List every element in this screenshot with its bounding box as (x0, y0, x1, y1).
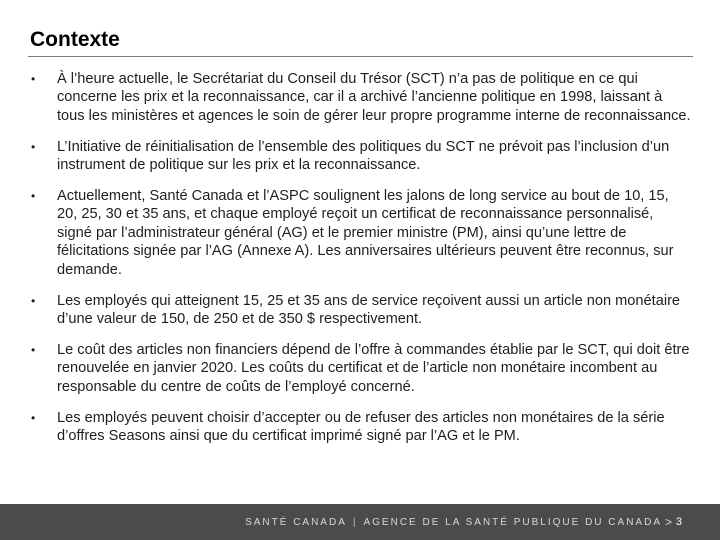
bullet-text: Le coût des articles non financiers dépend de l’offre à commandes établie par le SCT, qui doit être renouvelée en janvier 2020. Les coûts du certificat et de l’article non monétaire incombent au responsable du centre de coûts de l’employé concerné. (57, 341, 690, 395)
chevron-right-icon: > (664, 515, 672, 529)
bullet-icon: • (31, 410, 36, 425)
footer-bar (0, 504, 720, 540)
bullet-item (31, 409, 691, 446)
title-divider (28, 56, 693, 57)
bullet-text: Actuellement, Santé Canada et l’ASPC soulignent les jalons de long service au bout de 10, 15, 20, 25, 30 et 35 ans, et chaque employé reçoit un certificat de reconnaissance personnalisé, signé par l’administrateur général (AG) et le premier ministre (PM), ainsi qu’une lettre de félicitations signée par l’AG (Annexe A). Les anniversaires ultérieurs peuvent être reconnus, sur demande. (57, 188, 674, 278)
footer-health-canada: SANTÉ CANADA (245, 517, 347, 528)
bullet-item (31, 341, 691, 396)
bullet-text: À l’heure actuelle, le Secrétariat du Conseil du Trésor (SCT) n’a pas de politique en ce qui concerne les prix et la reconnaissance, car il a archivé l’ancienne politique en 1998, laissant à tous les ministères et agences le soin de gérer leur propre programme interne de reconnaissance. (57, 71, 691, 124)
bullet-text: L’Initiative de réinitialisation de l’ensemble des politiques du SCT ne prévoit pas l’inclusion d’un instrument de politique sur les prix et la reconnaissance. (57, 138, 670, 174)
page-number: 3 (675, 516, 682, 528)
bullet-item (31, 292, 691, 329)
footer-separator: | (352, 517, 358, 528)
bullet-text: Les employés qui atteignent 15, 25 et 35 ans de service reçoivent aussi un article non monétaire d’une valeur de 150, de 250 et de 350 $ respectivement. (57, 292, 681, 327)
bullet-icon: • (31, 293, 36, 308)
bullet-list (31, 70, 691, 458)
bullet-icon: • (31, 72, 36, 86)
bullet-item (31, 70, 691, 125)
bullet-item (31, 138, 691, 175)
bullet-icon: • (31, 189, 36, 204)
bullet-icon: • (31, 342, 36, 357)
bullet-item (31, 187, 691, 279)
footer-phac: AGENCE DE LA SANTÉ PUBLIQUE DU CANADA (363, 517, 662, 528)
page-title: Contexte (30, 28, 120, 51)
bullet-text: Les employés peuvent choisir d’accepter ou de refuser des articles non monétaires de la série d’offres Seasons ainsi que du certificat imprimé signé par l’AG et le PM. (57, 409, 665, 444)
footer-organization (245, 517, 662, 528)
bullet-icon: • (31, 139, 36, 154)
